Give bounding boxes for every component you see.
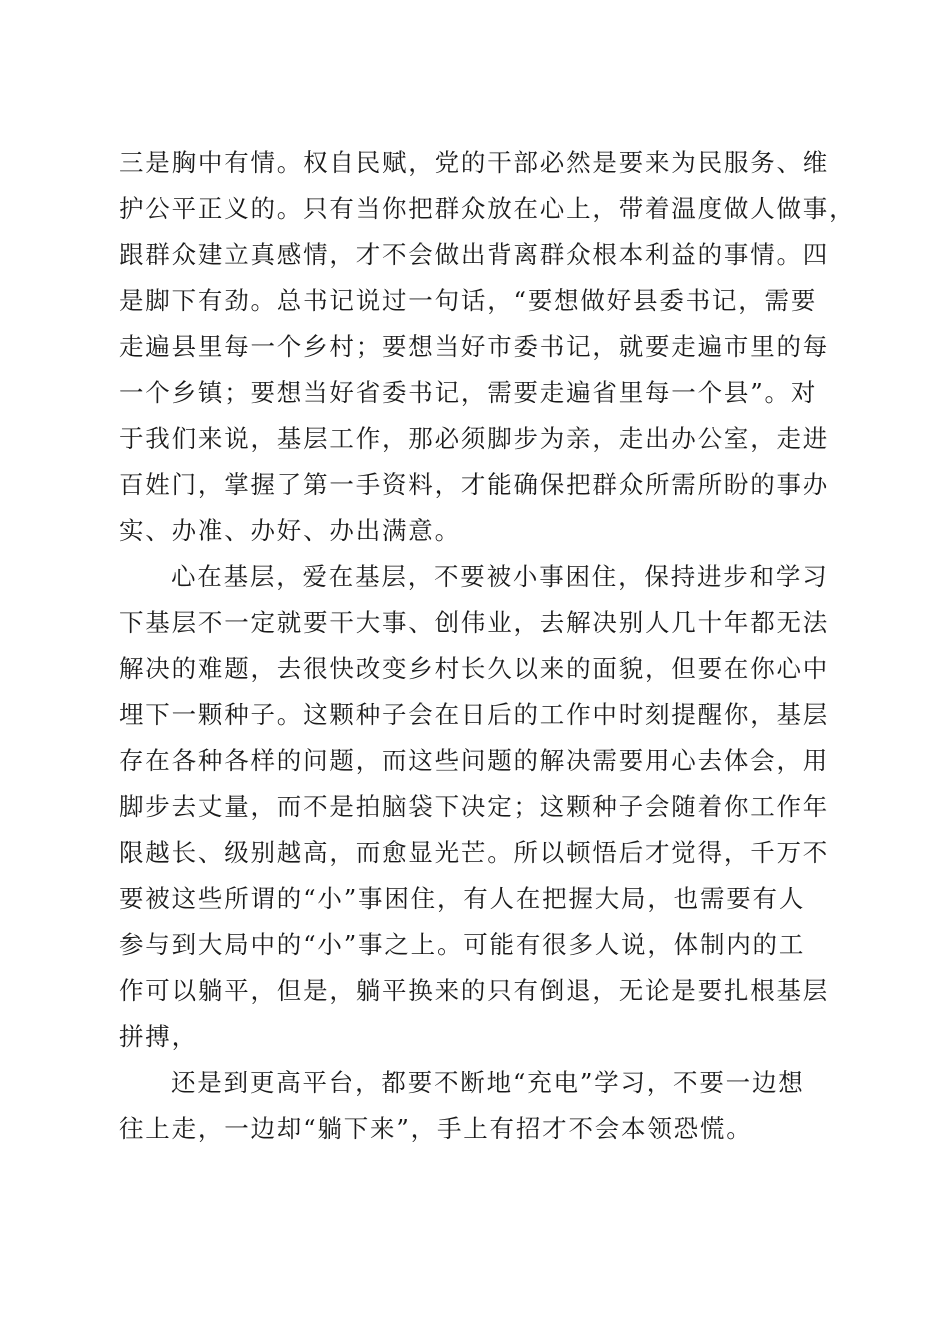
paragraph-1-line: 走遍县里每一个乡村；要想当好市委书记，就要走遍市里的每 — [119, 332, 830, 361]
paragraph-2-line: 脚步去丈量，而不是拍脑袋下决定；这颗种子会随着你工作年 — [119, 792, 830, 821]
paragraph-2-line: 要被这些所谓的“小”事困住，有人在把握大局，也需要有人 — [119, 884, 806, 913]
paragraph-1-line: 实、办准、办好、办出满意。 — [119, 516, 461, 545]
paragraph-2-first-line: 心在基层，爱在基层，不要被小事困住，保持进步和学习 — [171, 562, 829, 591]
body-text — [119, 140, 856, 1152]
paragraph-1-line: 一个乡镇；要想当好省委书记，需要走遍省里每一个县”。对 — [119, 378, 818, 407]
paragraph-2-line: 埋下一颗种子。这颗种子会在日后的工作中时刻提醒你，基层 — [119, 700, 830, 729]
paragraph-3-line: 往上走，一边却“躺下来”，手上有招才不会本领恐慌。 — [119, 1114, 753, 1143]
paragraph-2-line: 解决的难题，去很快改变乡村长久以来的面貌，但要在你心中 — [119, 654, 830, 683]
paragraph-1-line: 百姓门，掌握了第一手资料，才能确保把群众所需所盼的事办 — [119, 470, 830, 499]
paragraph-1-line: 跟群众建立真感情，才不会做出背离群众根本利益的事情。四 — [119, 240, 830, 269]
paragraph-1-line: 三是胸中有情。权自民赋，党的干部必然是要来为民服务、维 — [119, 148, 830, 177]
paragraph-1-line: 护公平正义的。只有当你把群众放在心上，带着温度做人做事， — [119, 194, 856, 223]
paragraph-3-first-line: 还是到更高平台，都要不断地“充电”学习，不要一边想 — [171, 1068, 805, 1097]
paragraph-2-line: 作可以躺平，但是，躺平换来的只有倒退，无论是要扎根基层 — [119, 976, 830, 1005]
paragraph-2-line: 参与到大局中的“小”事之上。可能有很多人说，体制内的工 — [119, 930, 806, 959]
paragraph-2-line: 存在各种各样的问题，而这些问题的解决需要用心去体会，用 — [119, 746, 830, 775]
paragraph-1-line: 于我们来说，基层工作，那必须脚步为亲，走出办公室，走进 — [119, 424, 830, 453]
paragraph-2-line: 限越长、级别越高，而愈显光芒。所以顿悟后才觉得，千万不 — [119, 838, 830, 867]
paragraph-1-line: 是脚下有劲。总书记说过一句话，“要想做好县委书记，需要 — [119, 286, 818, 315]
paragraph-2-line: 拼搏， — [119, 1022, 198, 1051]
paragraph-2-line: 下基层不一定就要干大事、创伟业，去解决别人几十年都无法 — [119, 608, 830, 637]
